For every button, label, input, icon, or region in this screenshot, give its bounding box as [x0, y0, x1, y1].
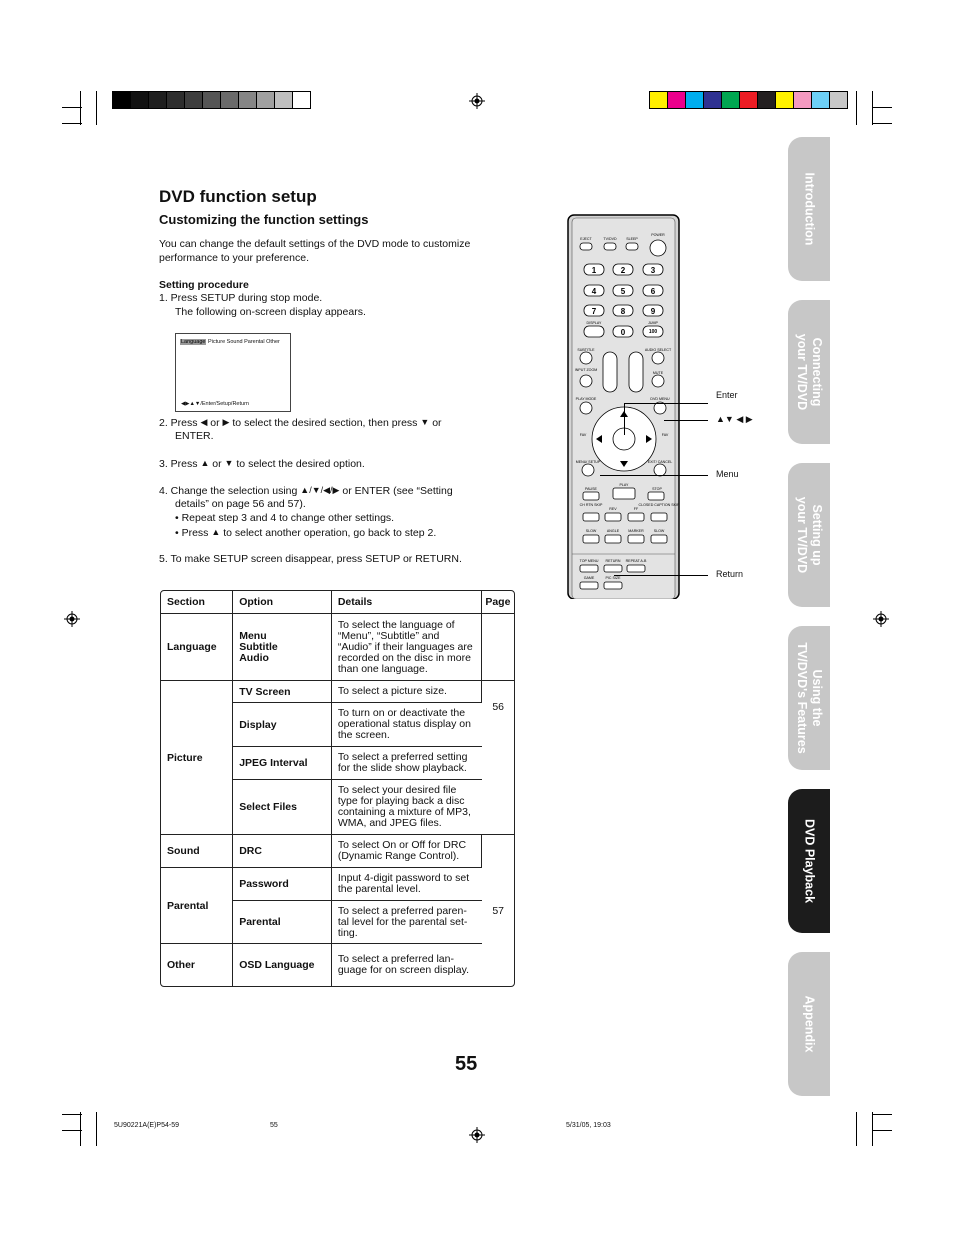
table-row [161, 681, 514, 703]
grayscale-bar [112, 91, 311, 109]
section-cell: Other [161, 944, 233, 986]
right-arrow-icon: ▶ [222, 417, 230, 427]
pic-size-button[interactable] [604, 582, 622, 589]
settings-table [160, 590, 515, 987]
callout-return: Return [716, 569, 744, 579]
svg-text:6: 6 [650, 287, 656, 296]
remote-label: FF [633, 507, 639, 511]
pause-button[interactable] [583, 492, 599, 500]
tab-introduction[interactable] [788, 137, 830, 281]
step-2-text-d: or [432, 417, 442, 429]
volume-rocker[interactable] [629, 352, 643, 392]
svg-text:9: 9 [650, 307, 656, 316]
power-button[interactable] [650, 240, 666, 256]
step-2-text-c: to select the desired section, then press [232, 417, 418, 429]
bullet-1: • Repeat step 3 and 4 to change other settings. [175, 512, 395, 524]
svg-text:2: 2 [620, 266, 626, 275]
option-menu: Menu [239, 629, 267, 642]
option-audio: Audio [239, 651, 269, 664]
step-1-note: The following on-screen display appears. [175, 306, 366, 318]
remote-label: REPEAT A-B [625, 559, 647, 563]
game-button[interactable] [580, 582, 598, 589]
remote-label: RETURN [605, 559, 621, 563]
footer-date: 5/31/05, 19:03 [566, 1122, 611, 1129]
callout-menu: Menu [716, 469, 739, 479]
section-cell: Parental [161, 868, 233, 944]
screen-nav-hint: ◀▶▲▼/Enter/Setup/Return [181, 401, 249, 407]
angle-button[interactable] [605, 535, 621, 543]
step-5: 5. To make SETUP screen disappear, press SETUP or RETURN. [159, 553, 462, 565]
tab-label-line: your TV/DVD [795, 496, 809, 574]
remote-label: INPUT ZOOM [574, 368, 598, 372]
svg-text:7: 7 [591, 307, 597, 316]
remote-label: TOP MENU [579, 559, 599, 563]
step-4 [159, 483, 453, 498]
callout-line [624, 403, 625, 435]
table-header-row [161, 591, 514, 614]
option-cell: Password [233, 868, 332, 901]
svg-text:4: 4 [591, 287, 597, 296]
table-row [161, 944, 514, 986]
remote-label: REV [609, 507, 617, 511]
setup-menu-bar [180, 339, 280, 345]
tab-label-line: Using the [810, 669, 824, 727]
option-subtitle: Subtitle [239, 640, 278, 653]
option-cell: JPEG Interval [233, 747, 332, 780]
remote-label: MUTE [652, 371, 664, 375]
page-number: 55 [455, 1053, 478, 1075]
table-row [161, 868, 514, 901]
tvdvd-button[interactable] [604, 243, 616, 250]
tab-connecting[interactable] [788, 300, 830, 444]
remote-label: DVD MENU [650, 397, 670, 401]
remote-label: SLOW [585, 529, 597, 533]
details-cell: To turn on or deactivate the operational status display on the screen. [332, 703, 483, 747]
step-1: 1. Press SETUP during stop mode. [159, 292, 323, 304]
step-2-text-b: or [210, 417, 220, 429]
tab-label: DVD Playback [802, 818, 817, 904]
callout-line [600, 475, 708, 476]
skip-back-button[interactable] [583, 513, 599, 521]
setup-button[interactable] [582, 464, 594, 476]
details-cell: To select your desired file type for playing back a disc containing a mixture of MP3, WMA, and JPEG files. [332, 780, 483, 835]
remote-label: STOP [652, 487, 662, 491]
section-cell: Language [161, 614, 233, 681]
slow-forward-button[interactable] [651, 535, 667, 543]
remote-label: AUDIO SELECT [644, 348, 672, 352]
top-menu-button[interactable] [580, 565, 598, 572]
column-header: Details [332, 591, 483, 614]
remote-label: TV/DVD [603, 237, 617, 241]
step-2-text-a: 2. Press [159, 417, 198, 429]
sleep-button[interactable] [626, 243, 638, 250]
remote-label: SLEEP [626, 237, 638, 241]
remote-label: FAV [661, 433, 669, 437]
details-cell: To select On or Off for DRC (Dynamic Range Control). [332, 835, 483, 868]
option-cell [233, 614, 332, 681]
remote-label: PIC SIZE [605, 576, 621, 580]
callout-arrows: ▲▼ ◀ ▶ [716, 414, 753, 424]
option-cell: TV Screen [233, 681, 332, 703]
tab-label: Introduction [802, 172, 817, 246]
subtitle-button[interactable] [580, 352, 592, 364]
remote-label: MENU/ SETUP [575, 460, 601, 464]
table-row [161, 614, 514, 681]
tab-label-line: your TV/DVD [795, 333, 809, 411]
tab-label-line: Setting up [810, 504, 824, 566]
play-mode-button[interactable] [580, 402, 592, 414]
tab-label [794, 497, 824, 573]
section-cell: Picture [161, 681, 233, 835]
step-3-text-c: to select the desired option. [236, 458, 365, 470]
audio-select-button[interactable] [652, 352, 664, 364]
remote-label: PLAY MODE [575, 397, 597, 401]
remote-label: POWER [651, 233, 665, 237]
tab-label [794, 642, 824, 753]
bullet-2 [175, 525, 436, 540]
page-cell [482, 614, 514, 681]
four-arrows-icon: ▲/▼/◀/▶ [300, 485, 340, 495]
tab-label-line: Connecting [810, 337, 824, 407]
step-4-continued: details” on page 56 and 57). [175, 498, 306, 510]
remote-label: 100 [648, 329, 658, 335]
tab-label-line: TV/DVD's Features [795, 642, 809, 754]
footer-page: 55 [270, 1122, 278, 1129]
remote-label: SLOW [653, 529, 665, 533]
option-cell: Select Files [233, 780, 332, 835]
remote-label: PAUSE [585, 487, 597, 491]
remote-label: GAME [583, 576, 595, 580]
remote-label: CH RTN SKIP [579, 503, 603, 507]
details-cell: To select a preferred paren-tal level for the parental set-ting. [332, 901, 483, 944]
step-3 [159, 456, 365, 471]
details-cell: Input 4-digit password to set the parental level. [332, 868, 483, 901]
details-cell: To select the language of “Menu”, “Subtitle” and “Audio” if their languages are recorded on the disc in more than one language. [332, 614, 483, 681]
tab-label [794, 334, 824, 410]
skip-forward-button[interactable] [651, 513, 667, 521]
selected-menu-item: Language [181, 339, 206, 345]
eject-button[interactable] [580, 243, 592, 250]
menu-items: Picture Sound Parental Other [208, 339, 280, 345]
section-subtitle: Customizing the function settings [159, 212, 369, 227]
details-cell: To select a picture size. [332, 681, 483, 703]
svg-text:1: 1 [591, 266, 597, 275]
remote-label: ANGLE [606, 529, 620, 533]
option-cell: Display [233, 703, 332, 747]
tab-features[interactable] [788, 626, 830, 770]
remote-label: JUMP [648, 321, 658, 325]
up-arrow-icon: ▲ [211, 527, 221, 537]
callout-enter: Enter [716, 390, 738, 400]
step-3-text-b: or [212, 458, 222, 470]
column-header: Page [482, 591, 514, 614]
svg-text:0: 0 [620, 328, 626, 337]
page-cell: 56 [482, 681, 514, 835]
column-header: Section [161, 591, 233, 614]
remote-label: DISPLAY [586, 321, 602, 325]
slow-back-button[interactable] [583, 535, 599, 543]
procedure-title: Setting procedure [159, 279, 249, 291]
return-button[interactable] [604, 565, 622, 572]
details-cell: To select a preferred setting for the slide show playback. [332, 747, 483, 780]
left-arrow-icon: ◀ [200, 417, 208, 427]
page-title: DVD function setup [159, 187, 317, 206]
details-cell: To select a preferred lan-guage for on screen display. [337, 953, 469, 976]
channel-rocker[interactable] [603, 352, 617, 392]
stop-button[interactable] [648, 492, 664, 500]
footer-file: 5U90221A(E)P54-59 [114, 1122, 179, 1129]
column-header: Option [233, 591, 332, 614]
remote-label: EJECT [580, 237, 592, 241]
option-cell: Parental [233, 901, 332, 944]
section-cell: Sound [161, 835, 233, 868]
step-4-text-b: or ENTER (see “Setting [342, 485, 453, 497]
step-2-continued: ENTER. [175, 430, 214, 442]
step-2 [159, 415, 442, 430]
tab-setting-up[interactable] [788, 463, 830, 607]
color-bar [649, 91, 848, 109]
svg-text:8: 8 [620, 307, 626, 316]
tab-appendix[interactable] [788, 952, 830, 1096]
option-cell: OSD Language [233, 944, 332, 986]
svg-text:3: 3 [650, 266, 656, 275]
step-3-text-a: 3. Press [159, 458, 198, 470]
svg-text:5: 5 [620, 287, 626, 296]
remote-label: CLOSED CAPTION SKIP [638, 503, 680, 507]
callout-line [624, 403, 708, 404]
registration-mark-icon [64, 611, 80, 627]
mute-button[interactable] [652, 375, 664, 387]
registration-mark-icon [469, 1127, 485, 1143]
bullet-2-text-a: • Press [175, 527, 209, 539]
callout-line [614, 575, 708, 576]
step-4-text-a: 4. Change the selection using [159, 485, 298, 497]
remote-label: FAV [579, 433, 587, 437]
page-cell: 57 [492, 904, 505, 917]
remote-label: MARKER [628, 529, 644, 533]
table-row [161, 835, 514, 868]
remote-label: EXIT/ CANCEL [647, 460, 673, 464]
marker-button[interactable] [628, 535, 644, 543]
repeat-button[interactable] [627, 565, 645, 572]
play-button[interactable] [613, 488, 635, 499]
down-arrow-icon: ▼ [224, 458, 234, 468]
option-cell: DRC [233, 835, 332, 868]
tab-label: Appendix [802, 995, 817, 1053]
intro-text: You can change the default settings of the DVD mode to customize performance to your preference. [159, 238, 471, 264]
setup-screen-illustration [175, 333, 291, 412]
tab-dvd-playback[interactable] [788, 789, 830, 933]
input-button[interactable] [580, 375, 592, 387]
bullet-2-text-b: to select another operation, go back to step 2. [223, 527, 437, 539]
registration-mark-icon [873, 611, 889, 627]
remote-label: SUBTITLE [577, 348, 595, 352]
up-arrow-icon: ▲ [200, 458, 210, 468]
rev-button[interactable] [605, 513, 621, 521]
ff-button[interactable] [628, 513, 644, 521]
callout-line [664, 420, 708, 421]
remote-label: PLAY [619, 483, 629, 487]
down-arrow-icon: ▼ [420, 417, 430, 427]
registration-mark-icon [469, 93, 485, 109]
